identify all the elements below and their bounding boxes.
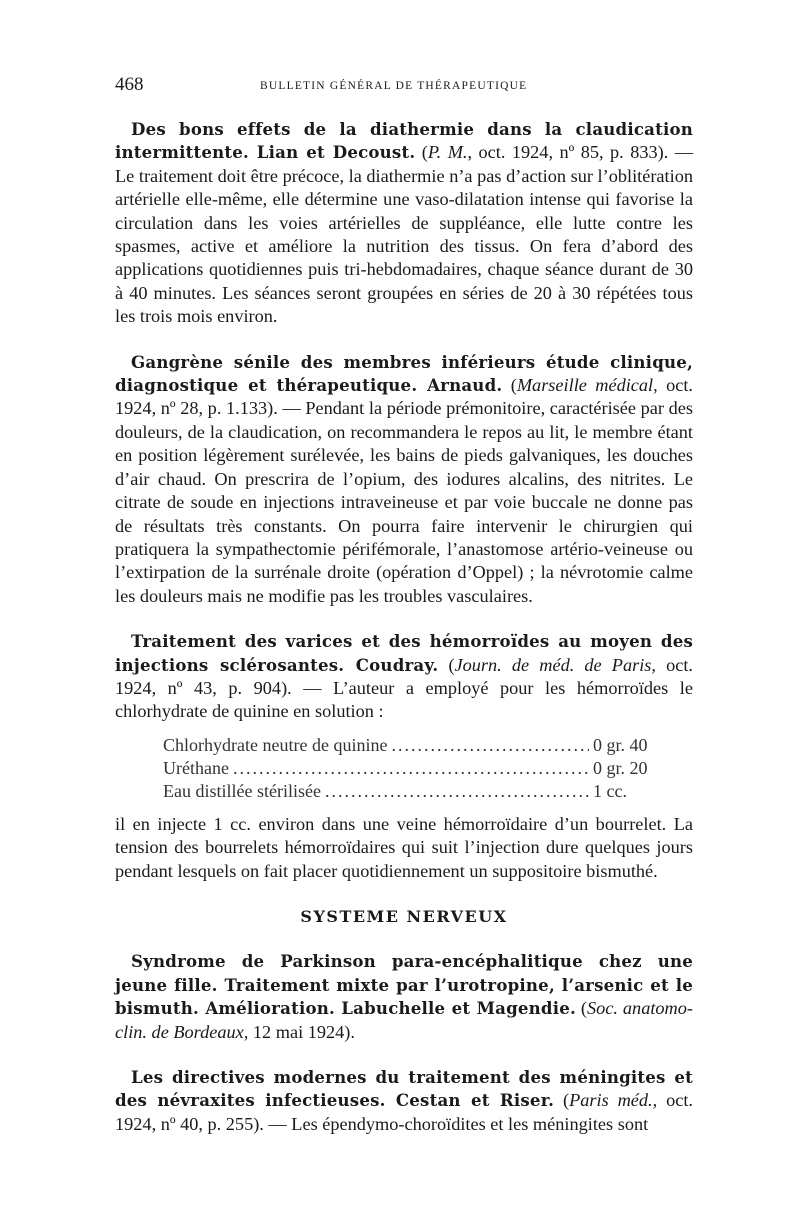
- abstract-text: 12 mai 1924).: [248, 1021, 355, 1042]
- journal-name: Soc. anatomo-clin. de Bordeaux,: [115, 998, 693, 1042]
- abstract-title: Des bons effets de la diathermie dans la claudication intermittente. Lian et Decoust.: [115, 119, 693, 163]
- abstract-text: oct. 1924, nº 28, p. 1.133). — Pendant la période prémonitoire, caractérisée par des douleurs, de la claudication, on recommandera le repos au lit, le membre étant en position légèrement surélevée, les bains de pieds galvaniques, les douches d’air chaud. On prescrira de l’opium, des iodures alcalins, des nitrites. Le citrate de soude en injections intraveineuse et par voie buccale ne donne pas de résultats très constants. On pourra faire intervenir le chirurgien qui pratiquera la sympathectomie périfémorale, l’anastomose artério-veineuse ou l’extirpation de la surrénale droite (opération d’Oppel) ; la névrotomie calme les douleurs mais ne modifie pas les troubles vasculaires.: [115, 375, 693, 606]
- abstract-text: oct. 1924, nº 40, p. 255). — Les épendymo-choroïdites et les méningites sont: [115, 1090, 693, 1134]
- journal-name: Paris méd.,: [569, 1090, 658, 1111]
- abstract-title: Traitement des varices et des hémorroïdes au moyen des injections sclérosantes. Coudray.: [115, 631, 693, 675]
- prescription-formula: [163, 734, 669, 803]
- citation-open: (: [448, 654, 455, 675]
- citation-open: (: [580, 998, 588, 1019]
- abstract-title: Les directives modernes du traitement des méningites et des névraxites infectieuses. Cestan et Riser.: [115, 1067, 693, 1111]
- citation-open: (: [562, 1090, 570, 1111]
- leader-dots: [325, 780, 589, 803]
- journal-name: Journ. de méd. de Paris,: [454, 654, 656, 675]
- journal-name: P. M.: [427, 142, 468, 163]
- formula-row: [163, 757, 669, 780]
- formula-ingredient: Chlorhydrate neutre de quinine: [163, 734, 388, 755]
- section-title: SYSTEME NERVEUX: [300, 906, 508, 926]
- abstract-title: Gangrène sénile des membres inférieurs étude clinique, diagnostique et thérapeutique. Arnaud.: [115, 351, 693, 396]
- page-number: 468: [115, 74, 144, 95]
- abstract-title: Syndrome de Parkinson para-encéphalitique chez une jeune fille. Traitement mixte par l’urotropine, l’arsenic et le bismuth. Amélioration. Labuchelle et Magendie.: [115, 951, 693, 1019]
- page-body: [115, 118, 693, 1136]
- abstract-parkinson: [115, 950, 693, 1044]
- abstract-meningites: [115, 1066, 693, 1136]
- page-header: [115, 74, 690, 98]
- formula-ingredient: Uréthane: [163, 757, 229, 778]
- abstract-gangrene: [115, 351, 693, 608]
- formula-ingredient: Eau distillée stérilisée: [163, 780, 321, 801]
- leader-dots: [391, 734, 589, 757]
- abstract-text: , oct. 1924, nº 85, p. 833). — Le traitement doit être précoce, la diathermie n’a pas d’action sur l’oblitération artérielle elle-même, elle détermine une vaso-dilatation intense qui favorise la circulation dans les voies artérielles de suppléance, elle lutte contre les spasmes, active et améliore la nutrition des tissus. On fera d’abord des applications quotidiennes puis tri-hebdomadaires, chaque séance durant de 30 à 40 minutes. Les séances seront groupées en séries de 20 à 30 répétées tous les trois mois environ.: [115, 142, 694, 327]
- formula-quantity: 1 cc.: [593, 780, 627, 801]
- leader-dots: [233, 757, 589, 780]
- formula-quantity: 0 gr. 20: [593, 757, 648, 778]
- formula-row: [163, 780, 669, 803]
- formula-row: [163, 734, 669, 757]
- formula-quantity: 0 gr. 40: [593, 734, 648, 755]
- abstract-diathermie: [115, 118, 693, 329]
- abstract-text: oct. 1924, nº 43, p. 904). — L’auteur a employé pour les hémorroïdes le chlorhydrate de quinine en solution :: [115, 654, 693, 722]
- abstract-varices: [115, 630, 693, 724]
- citation-open: (: [421, 142, 428, 163]
- abstract-varices-continued: il en injecte 1 cc. environ dans une veine hémorroïdaire d’un bourrelet. La tension des bourrelets hémorroïdaires qui suit l’injection dure quelques jours pendant lesquels on fait placer quotidiennement un suppositoire bismuthé.: [115, 813, 693, 881]
- running-title: BULLETIN GÉNÉRAL DE THÉRAPEUTIQUE: [260, 80, 528, 92]
- journal-name: Marseille médical,: [516, 375, 658, 396]
- citation-open: (: [510, 375, 517, 396]
